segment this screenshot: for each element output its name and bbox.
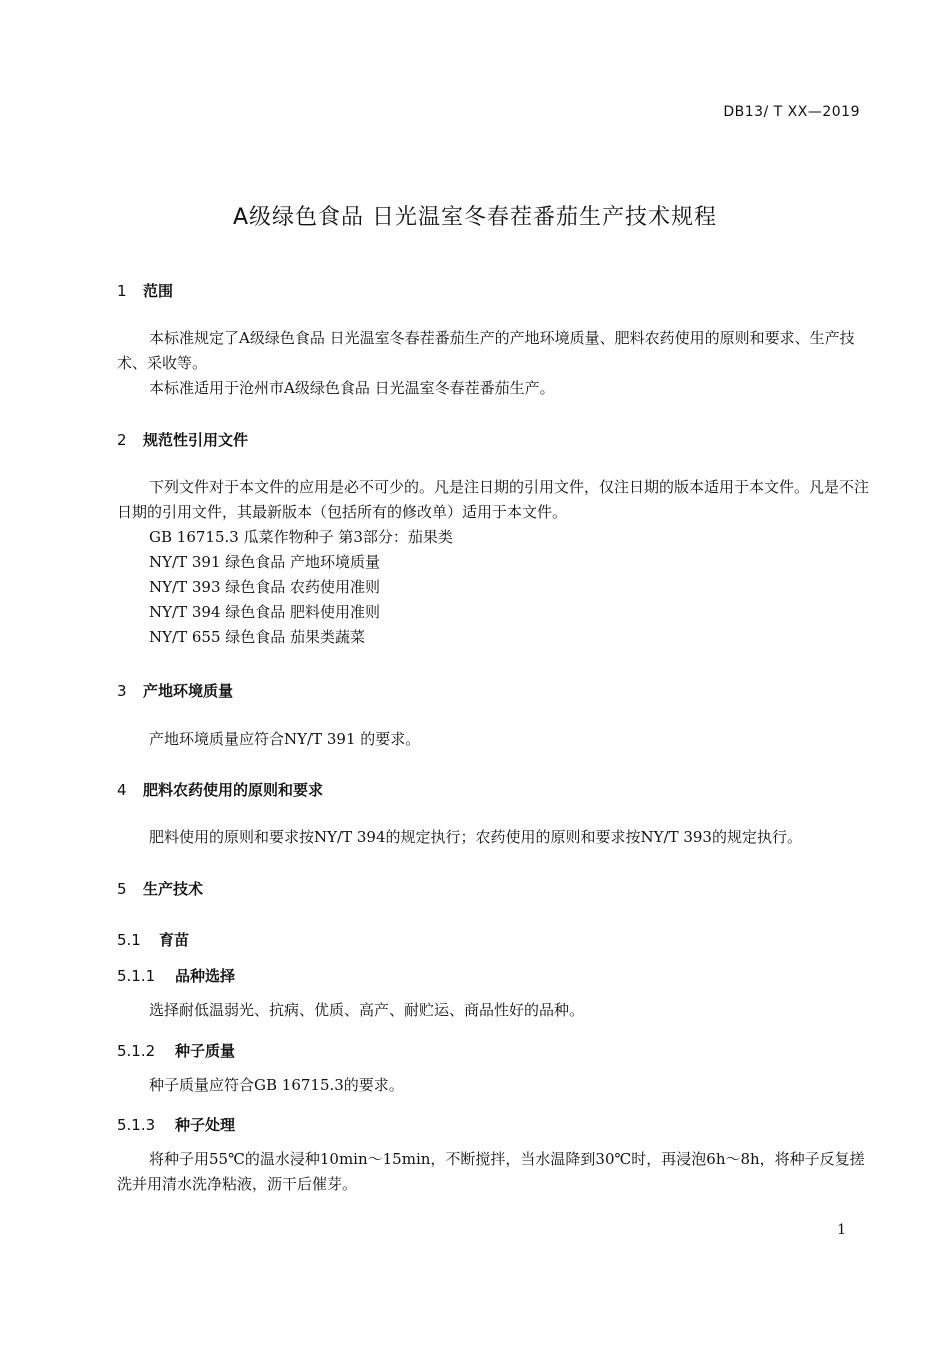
section-title: 肥料农药使用的原则和要求 <box>143 781 324 799</box>
subsection-5-1-3-paragraph: 将种子用55℃的温水浸种10min～15min，不断搅拌，当水温降到30℃时，再浸泡6h～8h，将种子反复搓洗并用清水洗净粘液，沥干后催芽。 <box>117 1150 865 1193</box>
subsection-number: 5.1.3 <box>117 1116 156 1134</box>
section-number: 1 <box>117 282 127 300</box>
reference-item: NY/T 393 绿色食品 农药使用准则 <box>149 578 381 596</box>
subsection-5-1-2-paragraph: 种子质量应符合GB 16715.3的要求。 <box>149 1076 404 1094</box>
subsection-title: 品种选择 <box>175 967 236 985</box>
section-4-heading <box>117 779 323 800</box>
reference-item: NY/T 394 绿色食品 肥料使用准则 <box>149 603 381 621</box>
section-number: 2 <box>117 431 127 449</box>
section-title: 生产技术 <box>143 880 204 898</box>
reference-item: NY/T 391 绿色食品 产地环境质量 <box>149 553 381 571</box>
section-2-heading <box>117 429 248 450</box>
section-number: 5 <box>117 880 127 898</box>
section-number: 3 <box>117 682 127 700</box>
subsection-5-1-1-paragraph: 选择耐低温弱光、抗病、优质、高产、耐贮运、商品性好的品种。 <box>149 1001 585 1019</box>
subsection-number: 5.1.1 <box>117 967 156 985</box>
section-2-paragraph-1: 下列文件对于本文件的应用是必不可少的。凡是注日期的引用文件，仅注日期的版本适用于本文件。凡是不注日期的引用文件，其最新版本（包括所有的修改单）适用于本文件。 <box>117 478 870 521</box>
section-1-paragraph-1: 本标准规定了A级绿色食品 日光温室冬春茬番茄生产的产地环境质量、肥料农药使用的原则和要求、生产技术、采收等。 <box>117 329 855 372</box>
section-title: 范围 <box>143 282 174 300</box>
document-title: A级绿色食品 日光温室冬春茬番茄生产技术规程 <box>232 205 718 230</box>
subsection-title: 种子处理 <box>175 1116 236 1134</box>
subsection-5-1-heading <box>117 929 189 950</box>
subsection-5-1-3-heading <box>117 1114 235 1135</box>
section-number: 4 <box>117 781 127 799</box>
section-3-paragraph-1: 产地环境质量应符合NY/T 391 的要求。 <box>149 730 421 748</box>
reference-item: GB 16715.3 瓜菜作物种子 第3部分：茄果类 <box>149 528 453 546</box>
subsection-title: 育苗 <box>159 931 190 949</box>
subsection-title: 种子质量 <box>175 1042 236 1060</box>
section-title: 产地环境质量 <box>143 682 234 700</box>
standard-code: DB13/ T XX—2019 <box>723 104 860 120</box>
section-1-heading <box>117 280 173 301</box>
reference-item: NY/T 655 绿色食品 茄果类蔬菜 <box>149 628 366 646</box>
section-1-paragraph-2: 本标准适用于沧州市A级绿色食品 日光温室冬春茬番茄生产。 <box>149 379 555 397</box>
subsection-5-1-2-heading <box>117 1040 235 1061</box>
page-number: 1 <box>837 1222 846 1238</box>
subsection-number: 5.1.2 <box>117 1042 156 1060</box>
section-3-heading <box>117 680 233 701</box>
section-title: 规范性引用文件 <box>143 431 249 449</box>
subsection-5-1-1-heading <box>117 965 235 986</box>
subsection-number: 5.1 <box>117 931 141 949</box>
section-5-heading <box>117 878 203 899</box>
section-4-paragraph-1: 肥料使用的原则和要求按NY/T 394的规定执行；农药使用的原则和要求按NY/T 393的规定执行。 <box>149 828 802 846</box>
